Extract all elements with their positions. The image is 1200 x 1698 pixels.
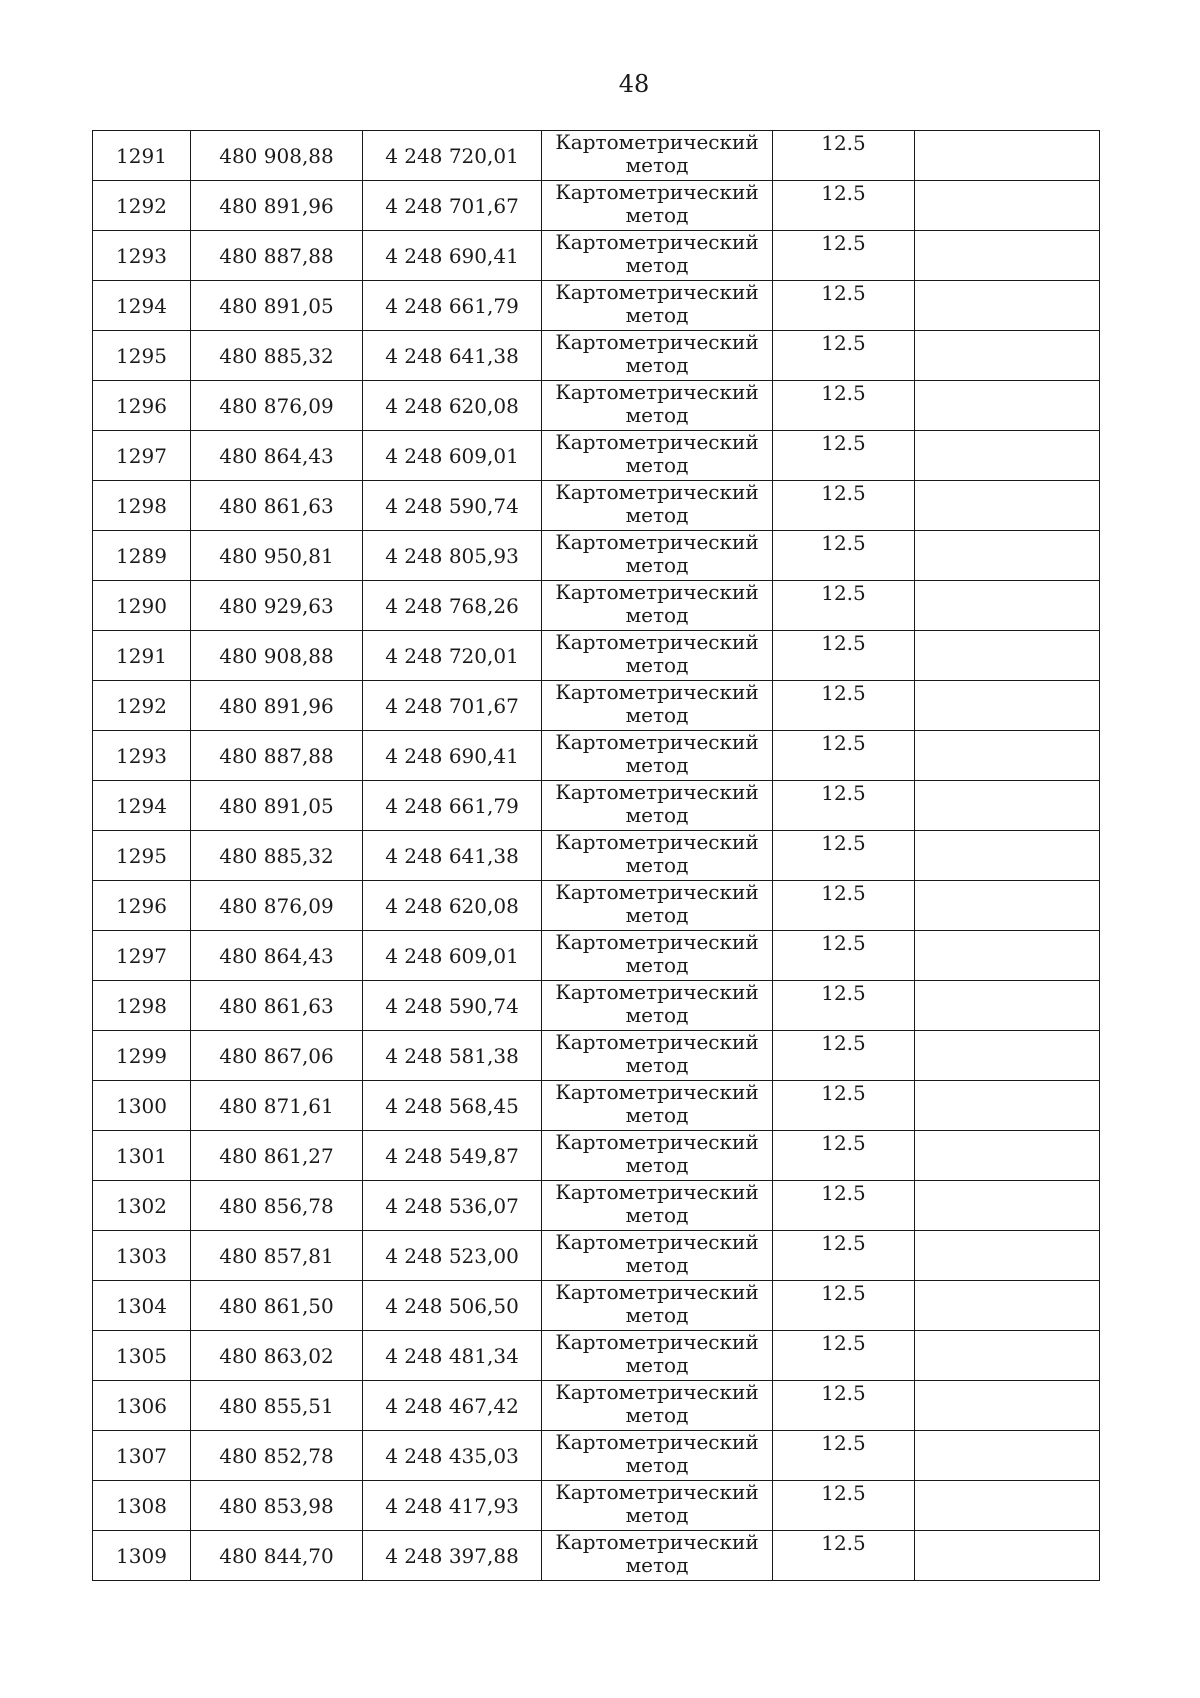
- point-number-cell: 1294: [93, 781, 191, 831]
- point-number-cell: 1295: [93, 331, 191, 381]
- table-row: [93, 481, 1100, 531]
- method-line-2: метод: [625, 1203, 689, 1227]
- table-row: [93, 1131, 1100, 1181]
- note-cell: [915, 831, 1100, 881]
- y-coordinate-cell: 4 248 720,01: [363, 131, 542, 181]
- method-cell: [542, 1531, 773, 1581]
- method-line-2: метод: [625, 753, 689, 777]
- accuracy-cell: 12.5: [773, 181, 915, 231]
- table-row: [93, 781, 1100, 831]
- note-cell: [915, 1231, 1100, 1281]
- method-cell: [542, 781, 773, 831]
- note-cell: [915, 931, 1100, 981]
- point-number-cell: 1308: [93, 1481, 191, 1531]
- note-cell: [915, 981, 1100, 1031]
- accuracy-cell: 12.5: [773, 1131, 915, 1181]
- note-cell: [915, 631, 1100, 681]
- x-coordinate-cell: 480 885,32: [191, 331, 363, 381]
- table-row: [93, 931, 1100, 981]
- point-number-cell: 1307: [93, 1431, 191, 1481]
- y-coordinate-cell: 4 248 417,93: [363, 1481, 542, 1531]
- table-row: [93, 881, 1100, 931]
- method-cell: [542, 1131, 773, 1181]
- accuracy-cell: 12.5: [773, 1281, 915, 1331]
- x-coordinate-cell: 480 876,09: [191, 381, 363, 431]
- method-line-1: Картометрический: [555, 130, 759, 154]
- method-cell: [542, 1231, 773, 1281]
- point-number-cell: 1292: [93, 181, 191, 231]
- method-line-1: Картометрический: [555, 230, 759, 254]
- y-coordinate-cell: 4 248 701,67: [363, 681, 542, 731]
- method-line-2: метод: [625, 853, 689, 877]
- y-coordinate-cell: 4 248 690,41: [363, 731, 542, 781]
- accuracy-cell: 12.5: [773, 1431, 915, 1481]
- accuracy-cell: 12.5: [773, 231, 915, 281]
- y-coordinate-cell: 4 248 768,26: [363, 581, 542, 631]
- point-number-cell: 1292: [93, 681, 191, 731]
- method-line-1: Картометрический: [555, 730, 759, 754]
- y-coordinate-cell: 4 248 568,45: [363, 1081, 542, 1131]
- note-cell: [915, 181, 1100, 231]
- table-row: [93, 131, 1100, 181]
- table-row: [93, 631, 1100, 681]
- note-cell: [915, 381, 1100, 431]
- x-coordinate-cell: 480 861,63: [191, 481, 363, 531]
- y-coordinate-cell: 4 248 661,79: [363, 781, 542, 831]
- method-cell: [542, 831, 773, 881]
- table-row: [93, 431, 1100, 481]
- y-coordinate-cell: 4 248 805,93: [363, 531, 542, 581]
- method-line-1: Картометрический: [555, 330, 759, 354]
- note-cell: [915, 1181, 1100, 1231]
- y-coordinate-cell: 4 248 661,79: [363, 281, 542, 331]
- accuracy-cell: 12.5: [773, 881, 915, 931]
- x-coordinate-cell: 480 861,27: [191, 1131, 363, 1181]
- table-row: [93, 531, 1100, 581]
- method-line-2: метод: [625, 353, 689, 377]
- point-number-cell: 1298: [93, 481, 191, 531]
- accuracy-cell: 12.5: [773, 281, 915, 331]
- x-coordinate-cell: 480 871,61: [191, 1081, 363, 1131]
- method-cell: [542, 331, 773, 381]
- method-line-1: Картометрический: [555, 1280, 759, 1304]
- method-line-2: метод: [625, 1503, 689, 1527]
- method-line-1: Картометрический: [555, 880, 759, 904]
- point-number-cell: 1289: [93, 531, 191, 581]
- method-line-1: Картометрический: [555, 930, 759, 954]
- y-coordinate-cell: 4 248 609,01: [363, 431, 542, 481]
- accuracy-cell: 12.5: [773, 1031, 915, 1081]
- x-coordinate-cell: 480 867,06: [191, 1031, 363, 1081]
- method-cell: [542, 731, 773, 781]
- table-row: [93, 1281, 1100, 1331]
- method-line-1: Картометрический: [555, 1480, 759, 1504]
- note-cell: [915, 531, 1100, 581]
- y-coordinate-cell: 4 248 609,01: [363, 931, 542, 981]
- method-line-2: метод: [625, 503, 689, 527]
- method-cell: [542, 1331, 773, 1381]
- note-cell: [915, 1131, 1100, 1181]
- accuracy-cell: 12.5: [773, 931, 915, 981]
- x-coordinate-cell: 480 852,78: [191, 1431, 363, 1481]
- method-line-2: метод: [625, 1353, 689, 1377]
- point-number-cell: 1306: [93, 1381, 191, 1431]
- accuracy-cell: 12.5: [773, 681, 915, 731]
- method-line-2: метод: [625, 153, 689, 177]
- note-cell: [915, 581, 1100, 631]
- method-line-1: Картометрический: [555, 580, 759, 604]
- method-line-2: метод: [625, 603, 689, 627]
- note-cell: [915, 331, 1100, 381]
- method-cell: [542, 681, 773, 731]
- method-line-2: метод: [625, 1053, 689, 1077]
- method-line-1: Картометрический: [555, 630, 759, 654]
- x-coordinate-cell: 480 891,05: [191, 281, 363, 331]
- accuracy-cell: 12.5: [773, 1331, 915, 1381]
- method-line-2: метод: [625, 903, 689, 927]
- method-line-1: Картометрический: [555, 430, 759, 454]
- method-line-2: метод: [625, 453, 689, 477]
- method-cell: [542, 1181, 773, 1231]
- note-cell: [915, 881, 1100, 931]
- y-coordinate-cell: 4 248 506,50: [363, 1281, 542, 1331]
- point-number-cell: 1301: [93, 1131, 191, 1181]
- accuracy-cell: 12.5: [773, 1231, 915, 1281]
- method-line-2: метод: [625, 953, 689, 977]
- method-line-1: Картометрический: [555, 830, 759, 854]
- table-row: [93, 1381, 1100, 1431]
- method-line-2: метод: [625, 1453, 689, 1477]
- accuracy-cell: 12.5: [773, 431, 915, 481]
- method-line-2: метод: [625, 553, 689, 577]
- method-cell: [542, 131, 773, 181]
- accuracy-cell: 12.5: [773, 981, 915, 1031]
- method-line-1: Картометрический: [555, 530, 759, 554]
- y-coordinate-cell: 4 248 620,08: [363, 381, 542, 431]
- note-cell: [915, 1531, 1100, 1581]
- method-line-2: метод: [625, 1553, 689, 1577]
- table-row: [93, 981, 1100, 1031]
- table-row: [93, 731, 1100, 781]
- point-number-cell: 1293: [93, 231, 191, 281]
- method-cell: [542, 431, 773, 481]
- x-coordinate-cell: 480 950,81: [191, 531, 363, 581]
- x-coordinate-cell: 480 857,81: [191, 1231, 363, 1281]
- note-cell: [915, 781, 1100, 831]
- note-cell: [915, 731, 1100, 781]
- accuracy-cell: 12.5: [773, 1081, 915, 1131]
- x-coordinate-cell: 480 885,32: [191, 831, 363, 881]
- table-row: [93, 231, 1100, 281]
- y-coordinate-cell: 4 248 620,08: [363, 881, 542, 931]
- point-number-cell: 1291: [93, 631, 191, 681]
- x-coordinate-cell: 480 853,98: [191, 1481, 363, 1531]
- note-cell: [915, 1431, 1100, 1481]
- point-number-cell: 1294: [93, 281, 191, 331]
- method-line-2: метод: [625, 403, 689, 427]
- method-cell: [542, 1031, 773, 1081]
- point-number-cell: 1302: [93, 1181, 191, 1231]
- method-line-1: Картометрический: [555, 380, 759, 404]
- table-row: [93, 1331, 1100, 1381]
- table-row: [93, 681, 1100, 731]
- y-coordinate-cell: 4 248 690,41: [363, 231, 542, 281]
- point-number-cell: 1303: [93, 1231, 191, 1281]
- note-cell: [915, 1081, 1100, 1131]
- x-coordinate-cell: 480 887,88: [191, 231, 363, 281]
- method-line-1: Картометрический: [555, 1380, 759, 1404]
- point-number-cell: 1304: [93, 1281, 191, 1331]
- note-cell: [915, 1481, 1100, 1531]
- method-line-1: Картометрический: [555, 280, 759, 304]
- y-coordinate-cell: 4 248 641,38: [363, 331, 542, 381]
- table-row: [93, 1231, 1100, 1281]
- method-line-1: Картометрический: [555, 1230, 759, 1254]
- x-coordinate-cell: 480 887,88: [191, 731, 363, 781]
- x-coordinate-cell: 480 891,05: [191, 781, 363, 831]
- method-line-2: метод: [625, 1403, 689, 1427]
- x-coordinate-cell: 480 856,78: [191, 1181, 363, 1231]
- method-line-2: метод: [625, 1003, 689, 1027]
- method-line-1: Картометрический: [555, 1080, 759, 1104]
- y-coordinate-cell: 4 248 701,67: [363, 181, 542, 231]
- coordinates-table-body: [93, 131, 1100, 1581]
- x-coordinate-cell: 480 863,02: [191, 1331, 363, 1381]
- method-line-2: метод: [625, 303, 689, 327]
- table-row: [93, 1531, 1100, 1581]
- method-line-2: метод: [625, 653, 689, 677]
- accuracy-cell: 12.5: [773, 531, 915, 581]
- table-row: [93, 1031, 1100, 1081]
- table-row: [93, 1431, 1100, 1481]
- point-number-cell: 1297: [93, 931, 191, 981]
- method-cell: [542, 231, 773, 281]
- method-line-1: Картометрический: [555, 1180, 759, 1204]
- x-coordinate-cell: 480 844,70: [191, 1531, 363, 1581]
- accuracy-cell: 12.5: [773, 381, 915, 431]
- table-row: [93, 831, 1100, 881]
- table-row: [93, 381, 1100, 431]
- method-cell: [542, 1381, 773, 1431]
- point-number-cell: 1296: [93, 881, 191, 931]
- note-cell: [915, 1031, 1100, 1081]
- x-coordinate-cell: 480 876,09: [191, 881, 363, 931]
- x-coordinate-cell: 480 891,96: [191, 181, 363, 231]
- accuracy-cell: 12.5: [773, 781, 915, 831]
- y-coordinate-cell: 4 248 590,74: [363, 481, 542, 531]
- method-cell: [542, 531, 773, 581]
- method-cell: [542, 381, 773, 431]
- note-cell: [915, 681, 1100, 731]
- page-number: 48: [618, 70, 650, 98]
- accuracy-cell: 12.5: [773, 131, 915, 181]
- method-cell: [542, 881, 773, 931]
- accuracy-cell: 12.5: [773, 731, 915, 781]
- x-coordinate-cell: 480 908,88: [191, 131, 363, 181]
- point-number-cell: 1309: [93, 1531, 191, 1581]
- method-line-1: Картометрический: [555, 1330, 759, 1354]
- method-line-2: метод: [625, 1303, 689, 1327]
- accuracy-cell: 12.5: [773, 331, 915, 381]
- method-line-2: метод: [625, 253, 689, 277]
- method-cell: [542, 1281, 773, 1331]
- y-coordinate-cell: 4 248 581,38: [363, 1031, 542, 1081]
- note-cell: [915, 231, 1100, 281]
- table-row: [93, 331, 1100, 381]
- method-line-2: метод: [625, 1103, 689, 1127]
- method-line-1: Картометрический: [555, 980, 759, 1004]
- x-coordinate-cell: 480 929,63: [191, 581, 363, 631]
- method-cell: [542, 981, 773, 1031]
- table-row: [93, 581, 1100, 631]
- table-row: [93, 181, 1100, 231]
- method-cell: [542, 181, 773, 231]
- table-row: [93, 1081, 1100, 1131]
- y-coordinate-cell: 4 248 523,00: [363, 1231, 542, 1281]
- method-line-1: Картометрический: [555, 1530, 759, 1554]
- accuracy-cell: 12.5: [773, 581, 915, 631]
- note-cell: [915, 481, 1100, 531]
- x-coordinate-cell: 480 864,43: [191, 931, 363, 981]
- y-coordinate-cell: 4 248 590,74: [363, 981, 542, 1031]
- note-cell: [915, 1281, 1100, 1331]
- y-coordinate-cell: 4 248 536,07: [363, 1181, 542, 1231]
- method-cell: [542, 1081, 773, 1131]
- method-line-1: Картометрический: [555, 480, 759, 504]
- coordinates-table: [92, 130, 1100, 1581]
- note-cell: [915, 1331, 1100, 1381]
- point-number-cell: 1300: [93, 1081, 191, 1131]
- y-coordinate-cell: 4 248 720,01: [363, 631, 542, 681]
- method-line-1: Картометрический: [555, 1030, 759, 1054]
- method-line-1: Картометрический: [555, 180, 759, 204]
- point-number-cell: 1295: [93, 831, 191, 881]
- point-number-cell: 1299: [93, 1031, 191, 1081]
- method-line-2: метод: [625, 703, 689, 727]
- table-row: [93, 281, 1100, 331]
- method-line-2: метод: [625, 1153, 689, 1177]
- x-coordinate-cell: 480 864,43: [191, 431, 363, 481]
- point-number-cell: 1290: [93, 581, 191, 631]
- accuracy-cell: 12.5: [773, 1531, 915, 1581]
- accuracy-cell: 12.5: [773, 1181, 915, 1231]
- note-cell: [915, 131, 1100, 181]
- method-line-1: Картометрический: [555, 680, 759, 704]
- point-number-cell: 1297: [93, 431, 191, 481]
- accuracy-cell: 12.5: [773, 1381, 915, 1431]
- y-coordinate-cell: 4 248 467,42: [363, 1381, 542, 1431]
- method-line-1: Картометрический: [555, 1130, 759, 1154]
- method-line-2: метод: [625, 1253, 689, 1277]
- accuracy-cell: 12.5: [773, 481, 915, 531]
- method-cell: [542, 481, 773, 531]
- note-cell: [915, 281, 1100, 331]
- x-coordinate-cell: 480 908,88: [191, 631, 363, 681]
- method-cell: [542, 281, 773, 331]
- x-coordinate-cell: 480 861,50: [191, 1281, 363, 1331]
- x-coordinate-cell: 480 861,63: [191, 981, 363, 1031]
- point-number-cell: 1293: [93, 731, 191, 781]
- x-coordinate-cell: 480 891,96: [191, 681, 363, 731]
- y-coordinate-cell: 4 248 549,87: [363, 1131, 542, 1181]
- y-coordinate-cell: 4 248 481,34: [363, 1331, 542, 1381]
- table-row: [93, 1181, 1100, 1231]
- point-number-cell: 1305: [93, 1331, 191, 1381]
- point-number-cell: 1298: [93, 981, 191, 1031]
- method-line-2: метод: [625, 803, 689, 827]
- accuracy-cell: 12.5: [773, 631, 915, 681]
- method-line-2: метод: [625, 203, 689, 227]
- accuracy-cell: 12.5: [773, 831, 915, 881]
- y-coordinate-cell: 4 248 397,88: [363, 1531, 542, 1581]
- point-number-cell: 1291: [93, 131, 191, 181]
- method-cell: [542, 631, 773, 681]
- method-line-1: Картометрический: [555, 780, 759, 804]
- point-number-cell: 1296: [93, 381, 191, 431]
- table-row: [93, 1481, 1100, 1531]
- method-cell: [542, 581, 773, 631]
- method-line-1: Картометрический: [555, 1430, 759, 1454]
- method-cell: [542, 1431, 773, 1481]
- note-cell: [915, 1381, 1100, 1431]
- y-coordinate-cell: 4 248 641,38: [363, 831, 542, 881]
- x-coordinate-cell: 480 855,51: [191, 1381, 363, 1431]
- method-cell: [542, 1481, 773, 1531]
- y-coordinate-cell: 4 248 435,03: [363, 1431, 542, 1481]
- note-cell: [915, 431, 1100, 481]
- accuracy-cell: 12.5: [773, 1481, 915, 1531]
- method-cell: [542, 931, 773, 981]
